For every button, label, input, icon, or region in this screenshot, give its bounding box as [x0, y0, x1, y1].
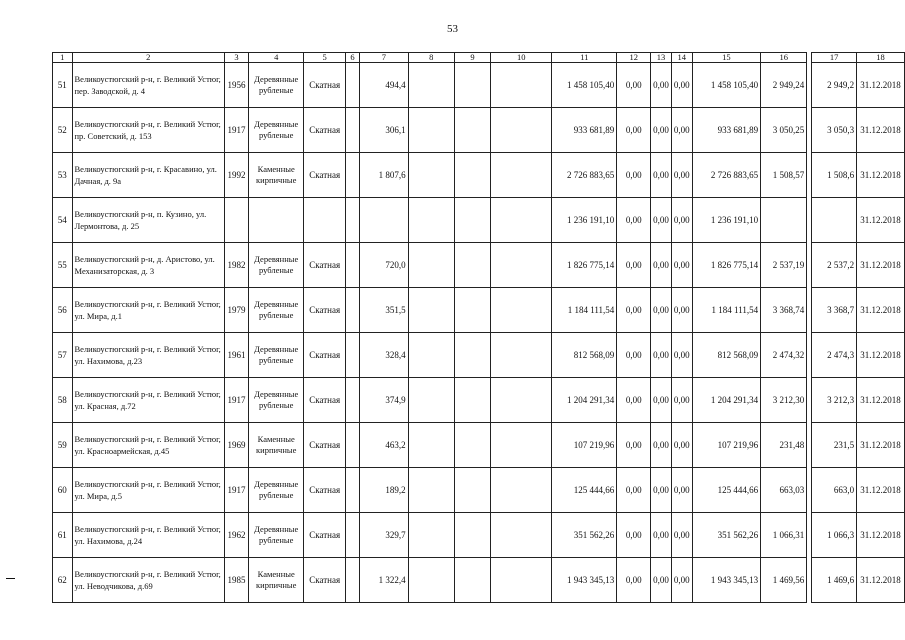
address: Великоустюгский р-н, д. Аристово, ул. Механизаторская, д. 3 [72, 243, 225, 288]
address: Великоустюгский р-н, г. Великий Устюг, ул. Красная, д.72 [72, 378, 225, 423]
unit-cost [761, 198, 807, 243]
unit-cost: 1 469,56 [761, 558, 807, 603]
unit-cost: 2 949,24 [761, 63, 807, 108]
column-header: 4 [249, 53, 304, 63]
table-row [53, 243, 905, 288]
roof-type: Скатная [304, 108, 345, 153]
cost-col14: 0,00 [671, 153, 692, 198]
cell-col8 [408, 378, 454, 423]
cell-col10 [491, 198, 552, 243]
cell-col10 [491, 153, 552, 198]
cell-col10 [491, 243, 552, 288]
cost-col14: 0,00 [671, 558, 692, 603]
cost-col13: 0,00 [651, 288, 672, 333]
cell-col9 [454, 558, 490, 603]
unit-cost-rounded: 231,5 [812, 423, 857, 468]
cell-col8 [408, 513, 454, 558]
roof-type: Скатная [304, 153, 345, 198]
cost-col13: 0,00 [651, 333, 672, 378]
cell-col8 [408, 423, 454, 468]
year-built: 1992 [225, 153, 249, 198]
year-built: 1962 [225, 513, 249, 558]
cost-col14: 0,00 [671, 198, 692, 243]
row-number: 56 [53, 288, 73, 333]
completion-date: 31.12.2018 [857, 153, 905, 198]
cell-col10 [491, 378, 552, 423]
cost-col15: 2 726 883,65 [692, 153, 761, 198]
table-row [53, 378, 905, 423]
cell-col8 [408, 63, 454, 108]
table-row [53, 108, 905, 153]
row-number: 53 [53, 153, 73, 198]
cost-col13: 0,00 [651, 378, 672, 423]
cell-col6 [345, 558, 359, 603]
row-number: 51 [53, 63, 73, 108]
unit-cost: 3 212,30 [761, 378, 807, 423]
unit-cost-rounded: 1 508,6 [812, 153, 857, 198]
unit-cost-rounded: 2 474,3 [812, 333, 857, 378]
cell-col10 [491, 288, 552, 333]
unit-cost: 1 508,57 [761, 153, 807, 198]
completion-date: 31.12.2018 [857, 513, 905, 558]
cost-col13: 0,00 [651, 108, 672, 153]
cost-col15: 125 444,66 [692, 468, 761, 513]
column-header: 14 [671, 53, 692, 63]
cell-col6 [345, 513, 359, 558]
wall-material: Деревянные рубленые [249, 468, 304, 513]
column-header: 2 [72, 53, 225, 63]
roof-type: Скатная [304, 288, 345, 333]
row-number: 61 [53, 513, 73, 558]
cell-col6 [345, 153, 359, 198]
cost-col13: 0,00 [651, 468, 672, 513]
column-header: 16 [761, 53, 807, 63]
row-number: 57 [53, 333, 73, 378]
cost-col14: 0,00 [671, 423, 692, 468]
row-number: 60 [53, 468, 73, 513]
total-cost: 1 943 345,13 [552, 558, 617, 603]
cell-col9 [454, 468, 490, 513]
table-row [53, 288, 905, 333]
unit-cost-rounded: 663,0 [812, 468, 857, 513]
area: 189,2 [360, 468, 409, 513]
cell-col8 [408, 153, 454, 198]
unit-cost: 1 066,31 [761, 513, 807, 558]
wall-material: Деревянные рубленые [249, 243, 304, 288]
table-row [53, 468, 905, 513]
table-row [53, 63, 905, 108]
year-built: 1982 [225, 243, 249, 288]
column-header: 7 [360, 53, 409, 63]
total-cost: 125 444,66 [552, 468, 617, 513]
total-cost: 1 184 111,54 [552, 288, 617, 333]
cost-col12: 0,00 [617, 288, 651, 333]
cost-col14: 0,00 [671, 108, 692, 153]
cell-col9 [454, 243, 490, 288]
roof-type: Скатная [304, 378, 345, 423]
column-header: 5 [304, 53, 345, 63]
cell-col10 [491, 63, 552, 108]
cell-col6 [345, 423, 359, 468]
cell-col10 [491, 423, 552, 468]
cell-col6 [345, 333, 359, 378]
cell-col8 [408, 333, 454, 378]
roof-type [304, 198, 345, 243]
year-built: 1917 [225, 378, 249, 423]
cell-col8 [408, 108, 454, 153]
total-cost: 1 236 191,10 [552, 198, 617, 243]
total-cost: 107 219,96 [552, 423, 617, 468]
cost-col14: 0,00 [671, 378, 692, 423]
table-row [53, 333, 905, 378]
completion-date: 31.12.2018 [857, 108, 905, 153]
area: 328,4 [360, 333, 409, 378]
cost-col12: 0,00 [617, 198, 651, 243]
cell-col8 [408, 468, 454, 513]
roof-type: Скатная [304, 423, 345, 468]
roof-type: Скатная [304, 243, 345, 288]
completion-date: 31.12.2018 [857, 243, 905, 288]
margin-mark [6, 578, 15, 579]
cell-col6 [345, 288, 359, 333]
column-header: 6 [345, 53, 359, 63]
address: Великоустюгский р-н, г. Великий Устюг, пер. Заводской, д. 4 [72, 63, 225, 108]
cost-col13: 0,00 [651, 558, 672, 603]
column-header: 18 [857, 53, 905, 63]
cost-col12: 0,00 [617, 423, 651, 468]
roof-type: Скатная [304, 513, 345, 558]
cost-col15: 1 943 345,13 [692, 558, 761, 603]
completion-date: 31.12.2018 [857, 468, 905, 513]
cell-col10 [491, 558, 552, 603]
row-number: 52 [53, 108, 73, 153]
wall-material [249, 198, 304, 243]
area: 351,5 [360, 288, 409, 333]
unit-cost: 3 050,25 [761, 108, 807, 153]
cost-col12: 0,00 [617, 468, 651, 513]
cost-col14: 0,00 [671, 63, 692, 108]
completion-date: 31.12.2018 [857, 198, 905, 243]
column-header: 11 [552, 53, 617, 63]
cost-col14: 0,00 [671, 333, 692, 378]
wall-material: Деревянные рубленые [249, 108, 304, 153]
completion-date: 31.12.2018 [857, 288, 905, 333]
column-header: 13 [651, 53, 672, 63]
area: 374,9 [360, 378, 409, 423]
year-built: 1917 [225, 108, 249, 153]
cell-col8 [408, 243, 454, 288]
cell-col9 [454, 288, 490, 333]
cell-col6 [345, 198, 359, 243]
address: Великоустюгский р-н, г. Великий Устюг, ул. Мира, д.1 [72, 288, 225, 333]
cell-col8 [408, 288, 454, 333]
row-number: 55 [53, 243, 73, 288]
unit-cost-rounded: 1 469,6 [812, 558, 857, 603]
cell-col9 [454, 198, 490, 243]
column-header: 1 [53, 53, 73, 63]
address: Великоустюгский р-н, г. Великий Устюг, ул. Неводчикова, д.69 [72, 558, 225, 603]
table-row [53, 153, 905, 198]
completion-date: 31.12.2018 [857, 423, 905, 468]
housing-register-table [52, 52, 905, 603]
cost-col13: 0,00 [651, 243, 672, 288]
year-built: 1956 [225, 63, 249, 108]
cost-col15: 351 562,26 [692, 513, 761, 558]
unit-cost: 231,48 [761, 423, 807, 468]
completion-date: 31.12.2018 [857, 333, 905, 378]
area [360, 198, 409, 243]
wall-material: Деревянные рубленые [249, 513, 304, 558]
cost-col12: 0,00 [617, 333, 651, 378]
roof-type: Скатная [304, 63, 345, 108]
completion-date: 31.12.2018 [857, 378, 905, 423]
total-cost: 1 204 291,34 [552, 378, 617, 423]
unit-cost-rounded: 3 050,3 [812, 108, 857, 153]
roof-type: Скатная [304, 558, 345, 603]
table-row [53, 558, 905, 603]
table-row [53, 198, 905, 243]
row-number: 54 [53, 198, 73, 243]
year-built: 1979 [225, 288, 249, 333]
wall-material: Деревянные рубленые [249, 333, 304, 378]
unit-cost: 3 368,74 [761, 288, 807, 333]
column-header: 17 [812, 53, 857, 63]
area: 494,4 [360, 63, 409, 108]
cell-col9 [454, 378, 490, 423]
unit-cost-rounded: 2 537,2 [812, 243, 857, 288]
address: Великоустюгский р-н, г. Великий Устюг, ул. Мира, д.5 [72, 468, 225, 513]
cell-col9 [454, 153, 490, 198]
wall-material: Каменные кирпичные [249, 423, 304, 468]
row-number: 58 [53, 378, 73, 423]
cell-col8 [408, 558, 454, 603]
cell-col9 [454, 63, 490, 108]
page-number: 53 [447, 23, 458, 35]
total-cost: 812 568,09 [552, 333, 617, 378]
cost-col12: 0,00 [617, 513, 651, 558]
row-number: 62 [53, 558, 73, 603]
unit-cost-rounded: 3 212,3 [812, 378, 857, 423]
cost-col12: 0,00 [617, 153, 651, 198]
column-header: 3 [225, 53, 249, 63]
address: Великоустюгский р-н, г. Великий Устюг, пр. Советский, д. 153 [72, 108, 225, 153]
cost-col15: 1 458 105,40 [692, 63, 761, 108]
cell-col10 [491, 513, 552, 558]
cost-col13: 0,00 [651, 198, 672, 243]
year-built: 1985 [225, 558, 249, 603]
cost-col12: 0,00 [617, 243, 651, 288]
unit-cost-rounded: 1 066,3 [812, 513, 857, 558]
column-number-row [53, 53, 905, 63]
unit-cost: 2 474,32 [761, 333, 807, 378]
cost-col14: 0,00 [671, 243, 692, 288]
year-built: 1917 [225, 468, 249, 513]
cell-col10 [491, 108, 552, 153]
area: 329,7 [360, 513, 409, 558]
cell-col6 [345, 378, 359, 423]
cost-col14: 0,00 [671, 468, 692, 513]
total-cost: 1 826 775,14 [552, 243, 617, 288]
year-built [225, 198, 249, 243]
cell-col9 [454, 423, 490, 468]
column-header: 12 [617, 53, 651, 63]
address: Великоустюгский р-н, п. Кузино, ул. Лермонтова, д. 25 [72, 198, 225, 243]
address: Великоустюгский р-н, г. Великий Устюг, ул. Красноармейская, д.45 [72, 423, 225, 468]
column-header: 10 [491, 53, 552, 63]
area: 463,2 [360, 423, 409, 468]
cell-col6 [345, 468, 359, 513]
unit-cost: 2 537,19 [761, 243, 807, 288]
cost-col15: 933 681,89 [692, 108, 761, 153]
cell-col8 [408, 198, 454, 243]
cost-col15: 1 236 191,10 [692, 198, 761, 243]
address: Великоустюгский р-н, г. Великий Устюг, ул. Нахимова, д.24 [72, 513, 225, 558]
total-cost: 351 562,26 [552, 513, 617, 558]
cost-col12: 0,00 [617, 63, 651, 108]
column-header: 15 [692, 53, 761, 63]
unit-cost-rounded: 2 949,2 [812, 63, 857, 108]
cost-col15: 1 184 111,54 [692, 288, 761, 333]
area: 306,1 [360, 108, 409, 153]
total-cost: 2 726 883,65 [552, 153, 617, 198]
cost-col14: 0,00 [671, 288, 692, 333]
cost-col13: 0,00 [651, 513, 672, 558]
cost-col13: 0,00 [651, 63, 672, 108]
total-cost: 933 681,89 [552, 108, 617, 153]
area: 1 322,4 [360, 558, 409, 603]
cost-col12: 0,00 [617, 558, 651, 603]
total-cost: 1 458 105,40 [552, 63, 617, 108]
roof-type: Скатная [304, 468, 345, 513]
cost-col15: 1 204 291,34 [692, 378, 761, 423]
address: Великоустюгский р-н, г. Великий Устюг, ул. Нахимова, д.23 [72, 333, 225, 378]
cost-col15: 1 826 775,14 [692, 243, 761, 288]
cost-col12: 0,00 [617, 378, 651, 423]
cost-col13: 0,00 [651, 153, 672, 198]
cell-col6 [345, 243, 359, 288]
cell-col6 [345, 63, 359, 108]
row-number: 59 [53, 423, 73, 468]
area: 1 807,6 [360, 153, 409, 198]
cost-col15: 812 568,09 [692, 333, 761, 378]
wall-material: Деревянные рубленые [249, 63, 304, 108]
cell-col6 [345, 108, 359, 153]
cost-col12: 0,00 [617, 108, 651, 153]
area: 720,0 [360, 243, 409, 288]
table-row [53, 513, 905, 558]
wall-material: Каменные кирпичные [249, 558, 304, 603]
year-built: 1969 [225, 423, 249, 468]
wall-material: Деревянные рубленые [249, 378, 304, 423]
year-built: 1961 [225, 333, 249, 378]
completion-date: 31.12.2018 [857, 558, 905, 603]
column-header: 9 [454, 53, 490, 63]
unit-cost-rounded [812, 198, 857, 243]
cell-col9 [454, 108, 490, 153]
column-header: 8 [408, 53, 454, 63]
cost-col15: 107 219,96 [692, 423, 761, 468]
wall-material: Каменные кирпичные [249, 153, 304, 198]
wall-material: Деревянные рубленые [249, 288, 304, 333]
cell-col9 [454, 333, 490, 378]
cell-col10 [491, 468, 552, 513]
roof-type: Скатная [304, 333, 345, 378]
completion-date: 31.12.2018 [857, 63, 905, 108]
cell-col9 [454, 513, 490, 558]
table-row [53, 423, 905, 468]
address: Великоустюгский р-н, г. Красавино, ул. Дачная, д. 9а [72, 153, 225, 198]
cost-col14: 0,00 [671, 513, 692, 558]
unit-cost-rounded: 3 368,7 [812, 288, 857, 333]
cell-col10 [491, 333, 552, 378]
unit-cost: 663,03 [761, 468, 807, 513]
cost-col13: 0,00 [651, 423, 672, 468]
